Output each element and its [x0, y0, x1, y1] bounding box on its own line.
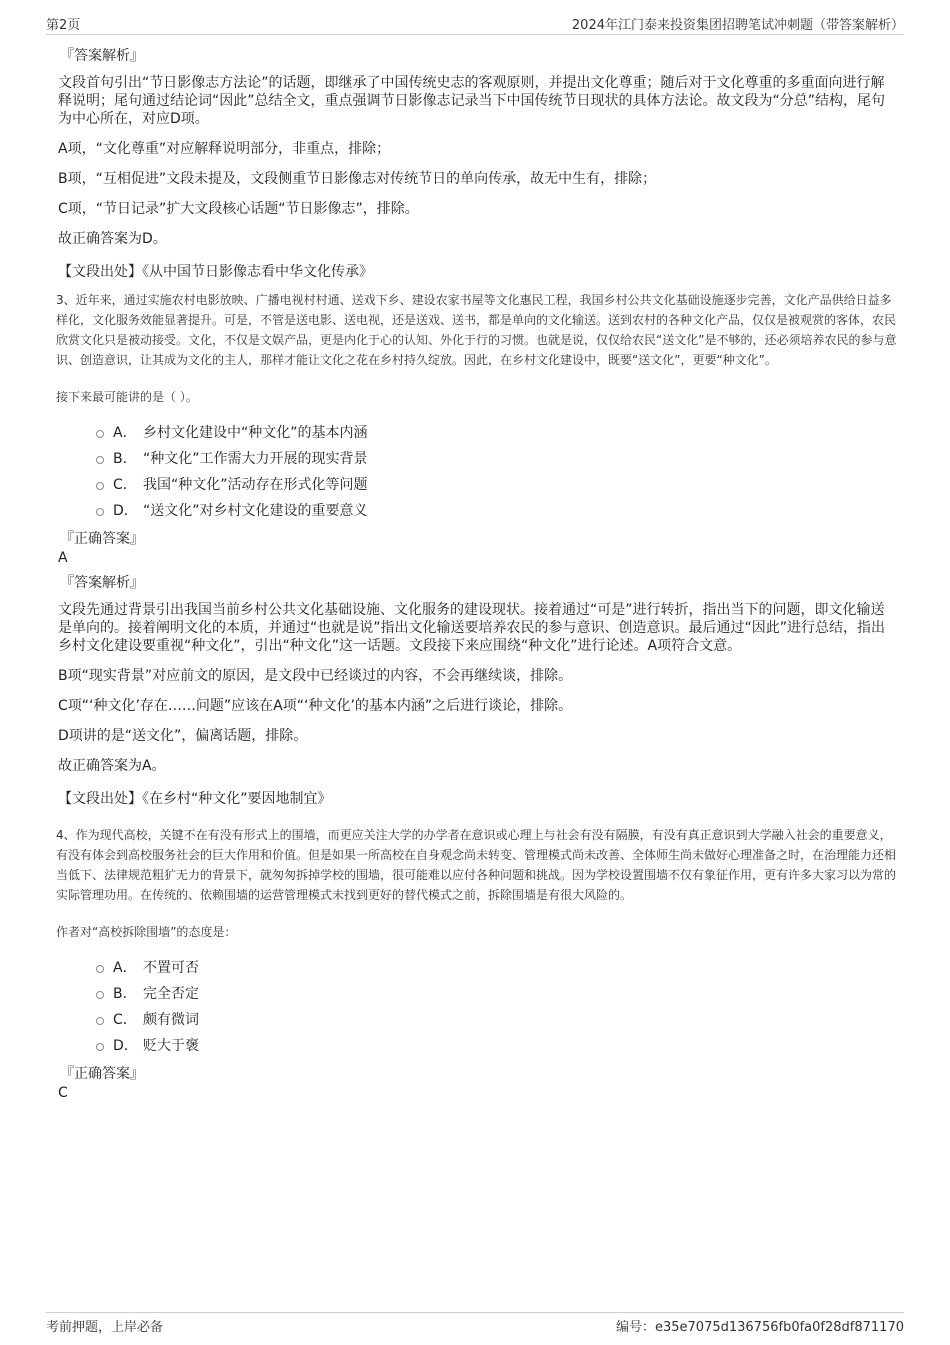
option-d[interactable]	[96, 497, 898, 523]
option-letter: B．	[113, 986, 137, 1002]
question-text: 4、作为现代高校，关键不在有没有形式上的围墙，而更应关注大学的办学者在意识或心理上与社会有没有隔膜，有没有真正意识到大学融入社会的重要意义，有没有体会到高校服务社会的巨大作用和价值。但是如果一所高校在自身观念尚未转变、管理模式尚未改善、全体师生尚未做好心理准备之时，在治理能力还相当低下、法律规范粗犷无力的背景下，就匆匆拆掉学校的围墙，很可能难以应付各种问题和挑战。因为学校设置围墙不仅有象征作用，更有许多大家习以为常的实际管理功用。在传统的、依赖围墙的运营管理模式未找到更好的替代模式之前，拆除围墙是有很大风险的。	[56, 828, 897, 902]
radio-button[interactable]	[96, 482, 104, 490]
option-text: 我国“种文化”活动存在形式化等问题	[143, 477, 368, 493]
option-b[interactable]	[96, 445, 898, 471]
correct-answer: A	[58, 550, 68, 566]
radio-button[interactable]	[96, 508, 104, 516]
option-text: “种文化”工作需大力开展的现实背景	[143, 451, 368, 467]
option-list	[96, 419, 898, 523]
radio-button[interactable]	[96, 991, 104, 999]
analysis-paragraph: D项讲的是“送文化”，偏离话题，排除。	[58, 728, 308, 744]
option-letter: A．	[113, 960, 137, 976]
analysis-conclusion: 故正确答案为D。	[58, 231, 167, 247]
option-c[interactable]	[96, 471, 898, 497]
option-text: 贬大于褒	[143, 1038, 199, 1054]
correct-answer-label: 『正确答案』	[60, 531, 144, 547]
option-a[interactable]	[96, 419, 898, 445]
page-content	[56, 40, 898, 1102]
option-text: 不置可否	[143, 960, 199, 976]
option-letter: D．	[113, 1038, 138, 1054]
analysis-label: 『答案解析』	[60, 48, 144, 64]
page-number: 第2页	[46, 18, 81, 33]
page-footer	[46, 1312, 904, 1335]
analysis-paragraph: B项，“互相促进”文段未提及，文段侧重节日影像志对传统节日的单向传承，故无中生有，排除；	[58, 171, 657, 187]
radio-button[interactable]	[96, 456, 104, 464]
analysis-paragraph: B项“现实背景”对应前文的原因，是文段中已经谈过的内容，不会再继续谈，排除。	[58, 668, 573, 684]
correct-answer: C	[58, 1085, 68, 1101]
footer-slogan: 考前押题，上岸必备	[46, 1320, 164, 1335]
analysis-paragraph: 文段首句引出“节日影像志方法论”的话题，即继承了中国传统史志的客观原则，并提出文化尊重；随后对于文化尊重的多重面向进行解释说明；尾句通过结论词“因此”总结全文，重点强调节日影像志记录当下中国传统节日现状的具体方法论。故文段为“分总”结构，尾句为中心所在，对应D项。	[58, 75, 886, 127]
analysis-paragraph: 文段先通过背景引出我国当前乡村公共文化基础设施、文化服务的建设现状。接着通过“可是”进行转折，指出当下的问题，即文化输送是单向的。接着阐明文化的本质，并通过“也就是说”指出文化输送要培养农民的参与意识、创造意识。最后通过“因此”进行总结，指出乡村文化建设要重视“种文化”，引出“种文化”这一话题。文段接下来应围绕“种文化”进行论述。A项符合文意。	[58, 602, 886, 654]
radio-button[interactable]	[96, 1043, 104, 1051]
correct-answer-label: 『正确答案』	[60, 1066, 144, 1082]
option-list	[96, 954, 898, 1058]
page-header	[46, 12, 904, 35]
option-letter: C．	[113, 477, 137, 493]
question-text: 3、近年来，通过实施农村电影放映、广播电视村村通、送戏下乡、建设农家书屋等文化惠民工程，我国乡村公共文化基础设施逐步完善，文化产品供给日益多样化，文化服务效能显著提升。可是，不管是送电影、送电视，还是送戏、送书，都是单向的文化输送。送到农村的各种文化产品，仅仅是被观赏的客体，农民欣赏文化只是被动接受。文化，不仅是文娱产品，更是内化于心的认知、外化于行的习惯。也就是说，仅仅给农民“送文化”是不够的，还必须培养农民的参与意识、创造意识，让其成为文化的主人，那样才能让文化之花在乡村持久绽放。因此，在乡村文化建设中，既要“送文化”，更要“种文化”。	[56, 293, 897, 367]
option-c[interactable]	[96, 1006, 898, 1032]
option-text: “送文化”对乡村文化建设的重要意义	[143, 503, 368, 519]
radio-button[interactable]	[96, 1017, 104, 1025]
option-b[interactable]	[96, 980, 898, 1006]
document-id: 编号：e35e7075d136756fb0fa0f28df871170	[616, 1320, 904, 1335]
question-prompt: 接下来最可能讲的是（ ）。	[56, 390, 198, 404]
question-prompt: 作者对“高校拆除围墙”的态度是：	[56, 925, 237, 939]
source-citation: 【文段出处】《从中国节日影像志看中华文化传承》	[58, 264, 373, 280]
option-d[interactable]	[96, 1032, 898, 1058]
option-letter: D．	[113, 503, 138, 519]
radio-button[interactable]	[96, 430, 104, 438]
option-letter: B．	[113, 451, 137, 467]
option-text: 完全否定	[143, 986, 199, 1002]
option-a[interactable]	[96, 954, 898, 980]
option-text: 颇有微词	[143, 1012, 199, 1028]
analysis-paragraph: A项，“文化尊重”对应解释说明部分，非重点，排除；	[58, 141, 391, 157]
analysis-conclusion: 故正确答案为A。	[58, 758, 166, 774]
radio-button[interactable]	[96, 965, 104, 973]
source-citation: 【文段出处】《在乡村“种文化”要因地制宜》	[58, 791, 332, 807]
document-title: 2024年江门泰来投资集团招聘笔试冲刺题（带答案解析）	[571, 18, 904, 33]
option-text: 乡村文化建设中“种文化”的基本内涵	[143, 425, 368, 441]
option-letter: A．	[113, 425, 137, 441]
analysis-label: 『答案解析』	[60, 575, 144, 591]
analysis-paragraph: C项“‘种文化’存在……问题”应该在A项“‘种文化’的基本内涵”之后进行谈论，排除。	[58, 698, 573, 714]
option-letter: C．	[113, 1012, 137, 1028]
analysis-paragraph: C项，“节日记录”扩大文段核心话题“节日影像志”，排除。	[58, 201, 419, 217]
